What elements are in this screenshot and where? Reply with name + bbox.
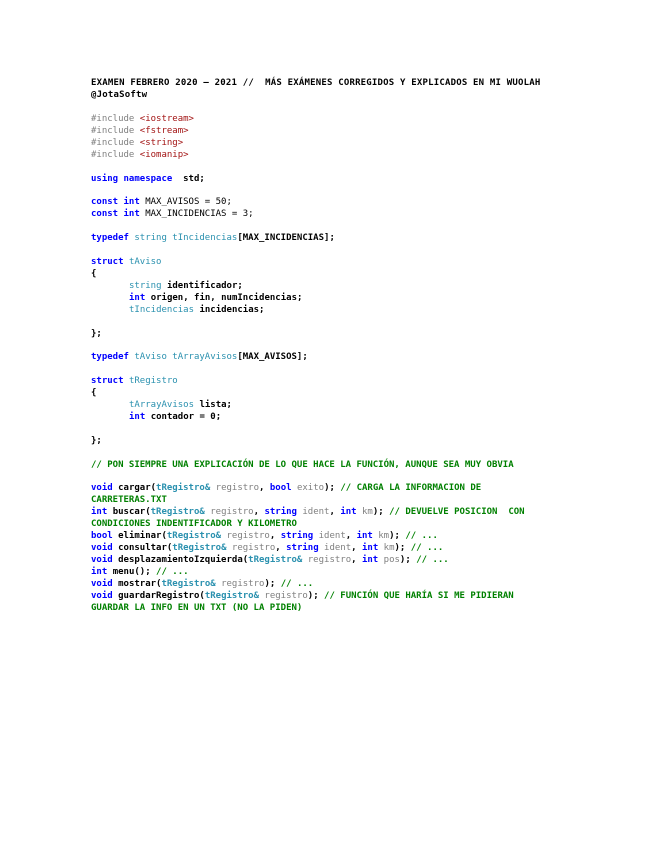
keyword-void: void	[91, 543, 113, 553]
typedef-tarrayavisos-line	[91, 351, 308, 363]
type-taviso: tAviso	[134, 352, 167, 362]
keyword-bool: bool	[91, 531, 113, 541]
keyword-int: int	[340, 507, 357, 517]
close-semi: );	[307, 591, 319, 601]
param-registro: registro	[307, 555, 352, 565]
param-registro: registro	[226, 531, 270, 541]
keyword-void: void	[91, 579, 113, 589]
type-tregistro-ref: tRegistro&	[166, 531, 222, 541]
comma: ,	[351, 543, 357, 553]
comma: ,	[259, 483, 265, 493]
include-lib: <fstream>	[139, 126, 189, 136]
max-avisos-decl: MAX_AVISOS = 50;	[145, 197, 232, 207]
param-exito: exito	[296, 483, 325, 493]
proto-menu-line	[91, 566, 189, 578]
const-max-incidencias-line	[91, 208, 254, 220]
param-registro: registro	[215, 483, 260, 493]
type-string: string	[134, 233, 167, 243]
explain-comment-line	[91, 459, 514, 471]
proto-cargar-line	[91, 482, 481, 494]
field-identificador-line	[129, 280, 243, 292]
const-max-avisos-line	[91, 196, 232, 208]
keyword-int: int	[129, 293, 146, 303]
fn-guardar: guardarRegistro(	[118, 591, 205, 601]
comment-guardar: // FUNCIÓN QUE HARÍA SI ME PIDIERAN	[324, 591, 514, 601]
proto-desplazamiento-line	[91, 554, 449, 566]
comment-buscar: // DEVUELVE POSICION CON	[389, 507, 525, 517]
taviso-open-brace	[91, 268, 96, 280]
keyword-namespace: namespace	[123, 174, 173, 184]
type-tregistro-ref: tRegistro&	[172, 543, 227, 553]
type-tregistro-ref: tRegistro&	[150, 507, 205, 517]
param-km: km	[383, 543, 395, 553]
header-title: EXAMEN FEBRERO 2020 – 2021 // MÁS EXÁMENES CORREGIDOS Y EXPLICADOS EN MI WUOLAH	[91, 78, 541, 88]
keyword-void: void	[91, 591, 113, 601]
keyword-struct: struct	[91, 376, 124, 386]
keyword-typedef: typedef	[91, 233, 129, 243]
comment-etc: // ...	[416, 555, 449, 565]
tregistro-close-brace	[91, 435, 102, 447]
close-semi: );	[372, 507, 384, 517]
type-tregistro-ref: tRegistro&	[161, 579, 216, 589]
comment-cargar: // CARGA LA INFORMACION DE	[340, 483, 482, 493]
keyword-void: void	[91, 483, 113, 493]
field-incidencias: incidencias;	[199, 305, 265, 315]
keyword-int: int	[91, 567, 108, 577]
keyword-int: int	[123, 209, 140, 219]
type-tincidencias: tIncidencias	[172, 233, 238, 243]
comma: ,	[253, 507, 260, 517]
keyword-typedef: typedef	[91, 352, 129, 362]
keyword-int: int	[123, 197, 140, 207]
type-taviso: tAviso	[128, 257, 162, 267]
proto-guardar-line	[91, 590, 514, 602]
fn-consultar: consultar(	[118, 543, 173, 553]
field-lista: lista;	[199, 400, 232, 410]
keyword-int: int	[91, 507, 108, 517]
keyword-int: int	[129, 412, 146, 422]
field-identificador: identificador;	[166, 281, 243, 291]
include-line-1	[91, 113, 194, 125]
comment-guardar-cont: GUARDAR LA INFO EN UN TXT (NO LA PIDEN)	[91, 603, 303, 613]
proto-consultar-line	[91, 542, 443, 554]
tregistro-open-brace	[91, 387, 96, 399]
param-pos: pos	[383, 555, 400, 565]
param-registro: registro	[221, 579, 265, 589]
type-tregistro-ref: tRegistro&	[204, 591, 259, 601]
field-contador: contador = 0;	[150, 412, 222, 422]
param-ident: ident	[324, 543, 352, 553]
field-origen-fin: origen, fin, numIncidencias;	[150, 293, 303, 303]
param-km: km	[362, 507, 373, 517]
type-tregistro: tRegistro	[128, 376, 178, 386]
fn-menu: menu();	[112, 567, 151, 577]
close-semi: );	[399, 555, 411, 565]
keyword-int: int	[361, 543, 379, 553]
keyword-int: int	[361, 555, 379, 565]
fn-mostrar: mostrar(	[118, 579, 162, 589]
include-directive: #include	[91, 126, 135, 136]
keyword-bool: bool	[269, 483, 292, 493]
fn-eliminar: eliminar(	[118, 531, 167, 541]
typedef-tincidencias-line	[91, 232, 335, 244]
param-registro: registro	[264, 591, 308, 601]
type-tregistro-ref: tRegistro&	[248, 555, 303, 565]
comment-etc: // ...	[280, 579, 314, 589]
type-tregistro-ref: tRegistro&	[156, 483, 211, 493]
comma: ,	[351, 555, 357, 565]
keyword-using: using	[91, 174, 119, 184]
keyword-const: const	[91, 197, 119, 207]
param-ident: ident	[318, 531, 346, 541]
comment-buscar-cont: CONDICIONES INDENTIFICADOR Y KILOMETRO	[91, 519, 297, 529]
close-semi: );	[324, 483, 335, 493]
close-semi: );	[389, 531, 400, 541]
comment-etc: // ...	[410, 543, 444, 553]
include-directive: #include	[91, 138, 135, 148]
keyword-string: string	[280, 531, 314, 541]
max-incidencias-decl: MAX_INCIDENCIAS = 3;	[145, 209, 254, 219]
comment-cargar-cont: CARRETERAS.TXT	[91, 495, 167, 505]
keyword-string: string	[264, 507, 297, 517]
type-string: string	[129, 281, 162, 291]
struct-taviso-line	[91, 256, 161, 268]
close-brace: };	[91, 436, 102, 446]
header-author: @JotaSoftw	[91, 90, 148, 100]
proto-guardar-comment-cont	[91, 602, 302, 614]
include-line-4	[91, 149, 189, 161]
comma: ,	[329, 507, 335, 517]
include-directive: #include	[91, 114, 135, 124]
fn-cargar: cargar(	[118, 483, 157, 493]
open-brace: {	[91, 388, 97, 398]
type-tincidencias: tIncidencias	[129, 305, 195, 315]
struct-tregistro-line	[91, 375, 178, 387]
include-lib: <iostream>	[139, 114, 194, 124]
keyword-int: int	[356, 531, 373, 541]
include-line-3	[91, 137, 183, 149]
header-title-line	[91, 77, 540, 89]
field-incidencias-line	[129, 304, 264, 316]
param-registro: registro	[231, 543, 276, 553]
include-directive: #include	[91, 150, 135, 160]
type-tarrayavisos: tArrayAvisos	[129, 400, 195, 410]
include-lib: <iomanip>	[139, 150, 189, 160]
tincidencias-dim: [MAX_INCIDENCIAS];	[237, 233, 335, 243]
namespace-std: std;	[183, 174, 205, 184]
close-brace: };	[91, 329, 102, 339]
keyword-struct: struct	[91, 257, 124, 267]
using-namespace-line	[91, 173, 205, 185]
explain-comment: // PON SIEMPRE UNA EXPLICACIÓN DE LO QUE HACE LA FUNCIÓN, AUNQUE SEA MUY OBVIA	[91, 460, 514, 470]
comment-etc: // ...	[405, 531, 438, 541]
fn-buscar: buscar(	[112, 507, 151, 517]
tarrayavisos-dim: [MAX_AVISOS];	[237, 352, 308, 362]
fn-desplazamiento: desplazamientoIzquierda(	[118, 555, 249, 565]
close-semi: );	[394, 543, 406, 553]
include-lib: <string>	[139, 138, 184, 148]
field-lista-line	[129, 399, 232, 411]
keyword-void: void	[91, 555, 113, 565]
param-ident: ident	[302, 507, 330, 517]
keyword-const: const	[91, 209, 119, 219]
comma: ,	[269, 531, 276, 541]
type-tarrayavisos: tArrayAvisos	[172, 352, 238, 362]
proto-mostrar-line	[91, 578, 313, 590]
comma: ,	[345, 531, 352, 541]
param-km: km	[378, 531, 390, 541]
proto-buscar-line	[91, 506, 525, 518]
proto-cargar-comment-cont	[91, 494, 167, 506]
taviso-close-brace	[91, 328, 102, 340]
comma: ,	[275, 543, 281, 553]
open-brace: {	[91, 269, 97, 279]
param-registro: registro	[210, 507, 254, 517]
header-author-line	[91, 89, 147, 101]
proto-eliminar-line	[91, 530, 438, 542]
keyword-string: string	[286, 543, 319, 553]
field-origen-line	[129, 292, 302, 304]
include-line-2	[91, 125, 189, 137]
comment-etc: // ...	[156, 567, 189, 577]
proto-buscar-comment-cont	[91, 518, 297, 530]
field-contador-line	[129, 411, 221, 423]
close-semi: );	[264, 579, 276, 589]
